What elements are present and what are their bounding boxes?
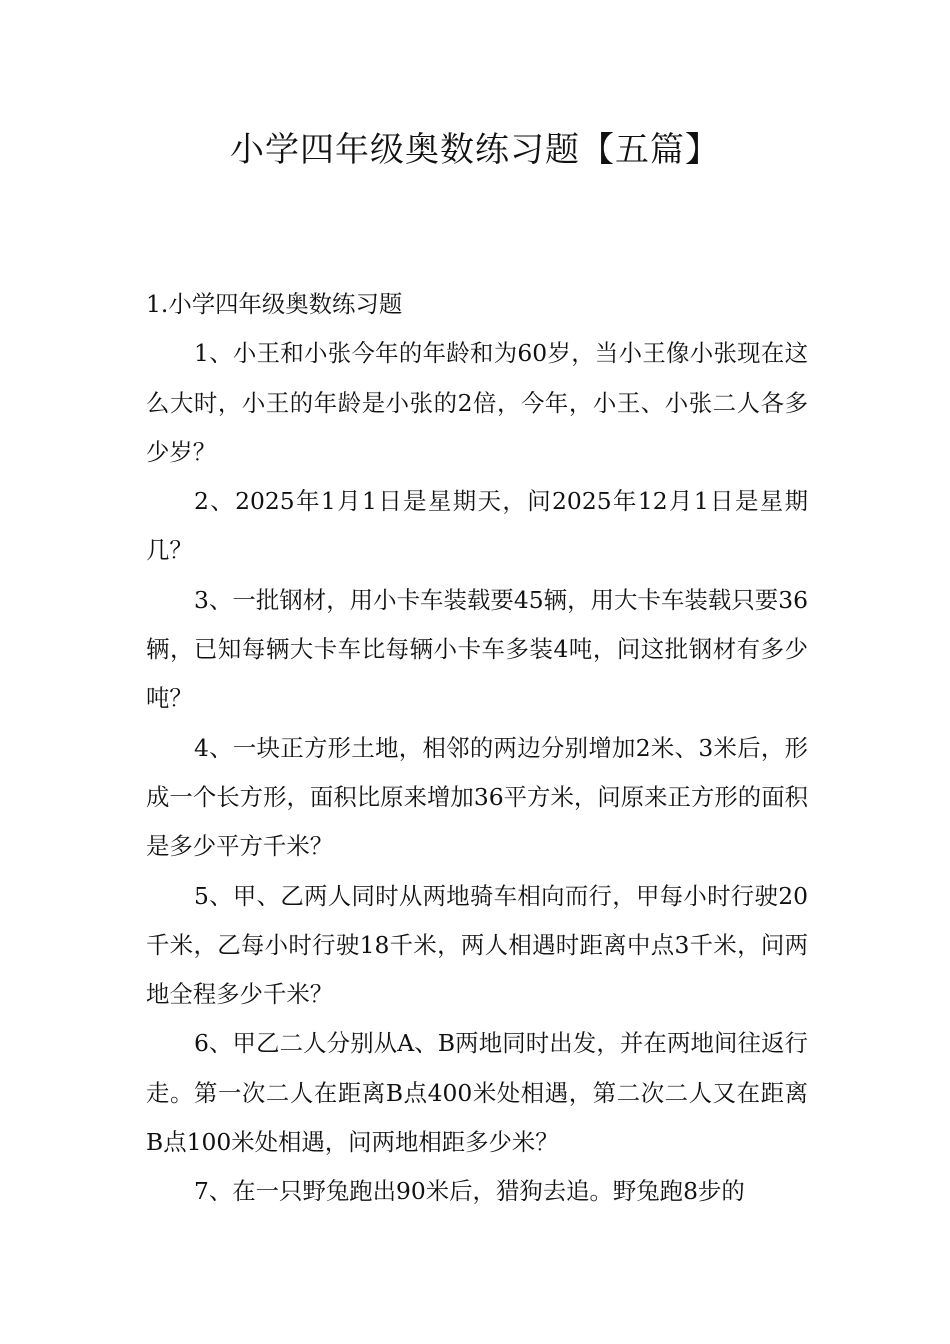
problem-7: 7、在一只野兔跑出90米后，猎狗去追。野兔跑8步的	[194, 1177, 745, 1206]
section-heading: 1.小学四年级奥数练习题	[146, 290, 403, 318]
problem-1: 1、小王和小张今年的年龄和为60岁，当小王像小张现在这么大时，小王的年龄是小张的2倍，今年，小王、小张二人各多少岁？	[146, 339, 808, 466]
document-body	[146, 280, 808, 1217]
document-title: 小学四年级奥数练习题【五篇】	[230, 130, 720, 170]
problem-3: 3、一批钢材，用小卡车装载要45辆，用大卡车装载只要36辆，已知每辆大卡车比每辆小卡车多装4吨，问这批钢材有多少吨？	[146, 585, 808, 713]
problem-6: 6、甲乙二人分别从A、B两地同时出发，并在两地间往返行走。第一次二人在距离B点400米处相遇，第二次二人又在距离B点100米处相遇，问两地相距多少米？	[146, 1029, 808, 1157]
problem-5: 5、甲、乙两人同时从两地骑车相向而行，甲每小时行驶20千米，乙每小时行驶18千米，两人相遇时距离中点3千米，问两地全程多少千米？	[146, 881, 808, 1009]
problem-4: 4、一块正方形土地，相邻的两边分别增加2米、3米后，形成一个长方形，面积比原来增加36平方米，问原来正方形的面积是多少平方千米？	[146, 733, 808, 861]
problem-2: 2、2025年1月1日是星期天，问2025年12月1日是星期几？	[146, 487, 808, 565]
